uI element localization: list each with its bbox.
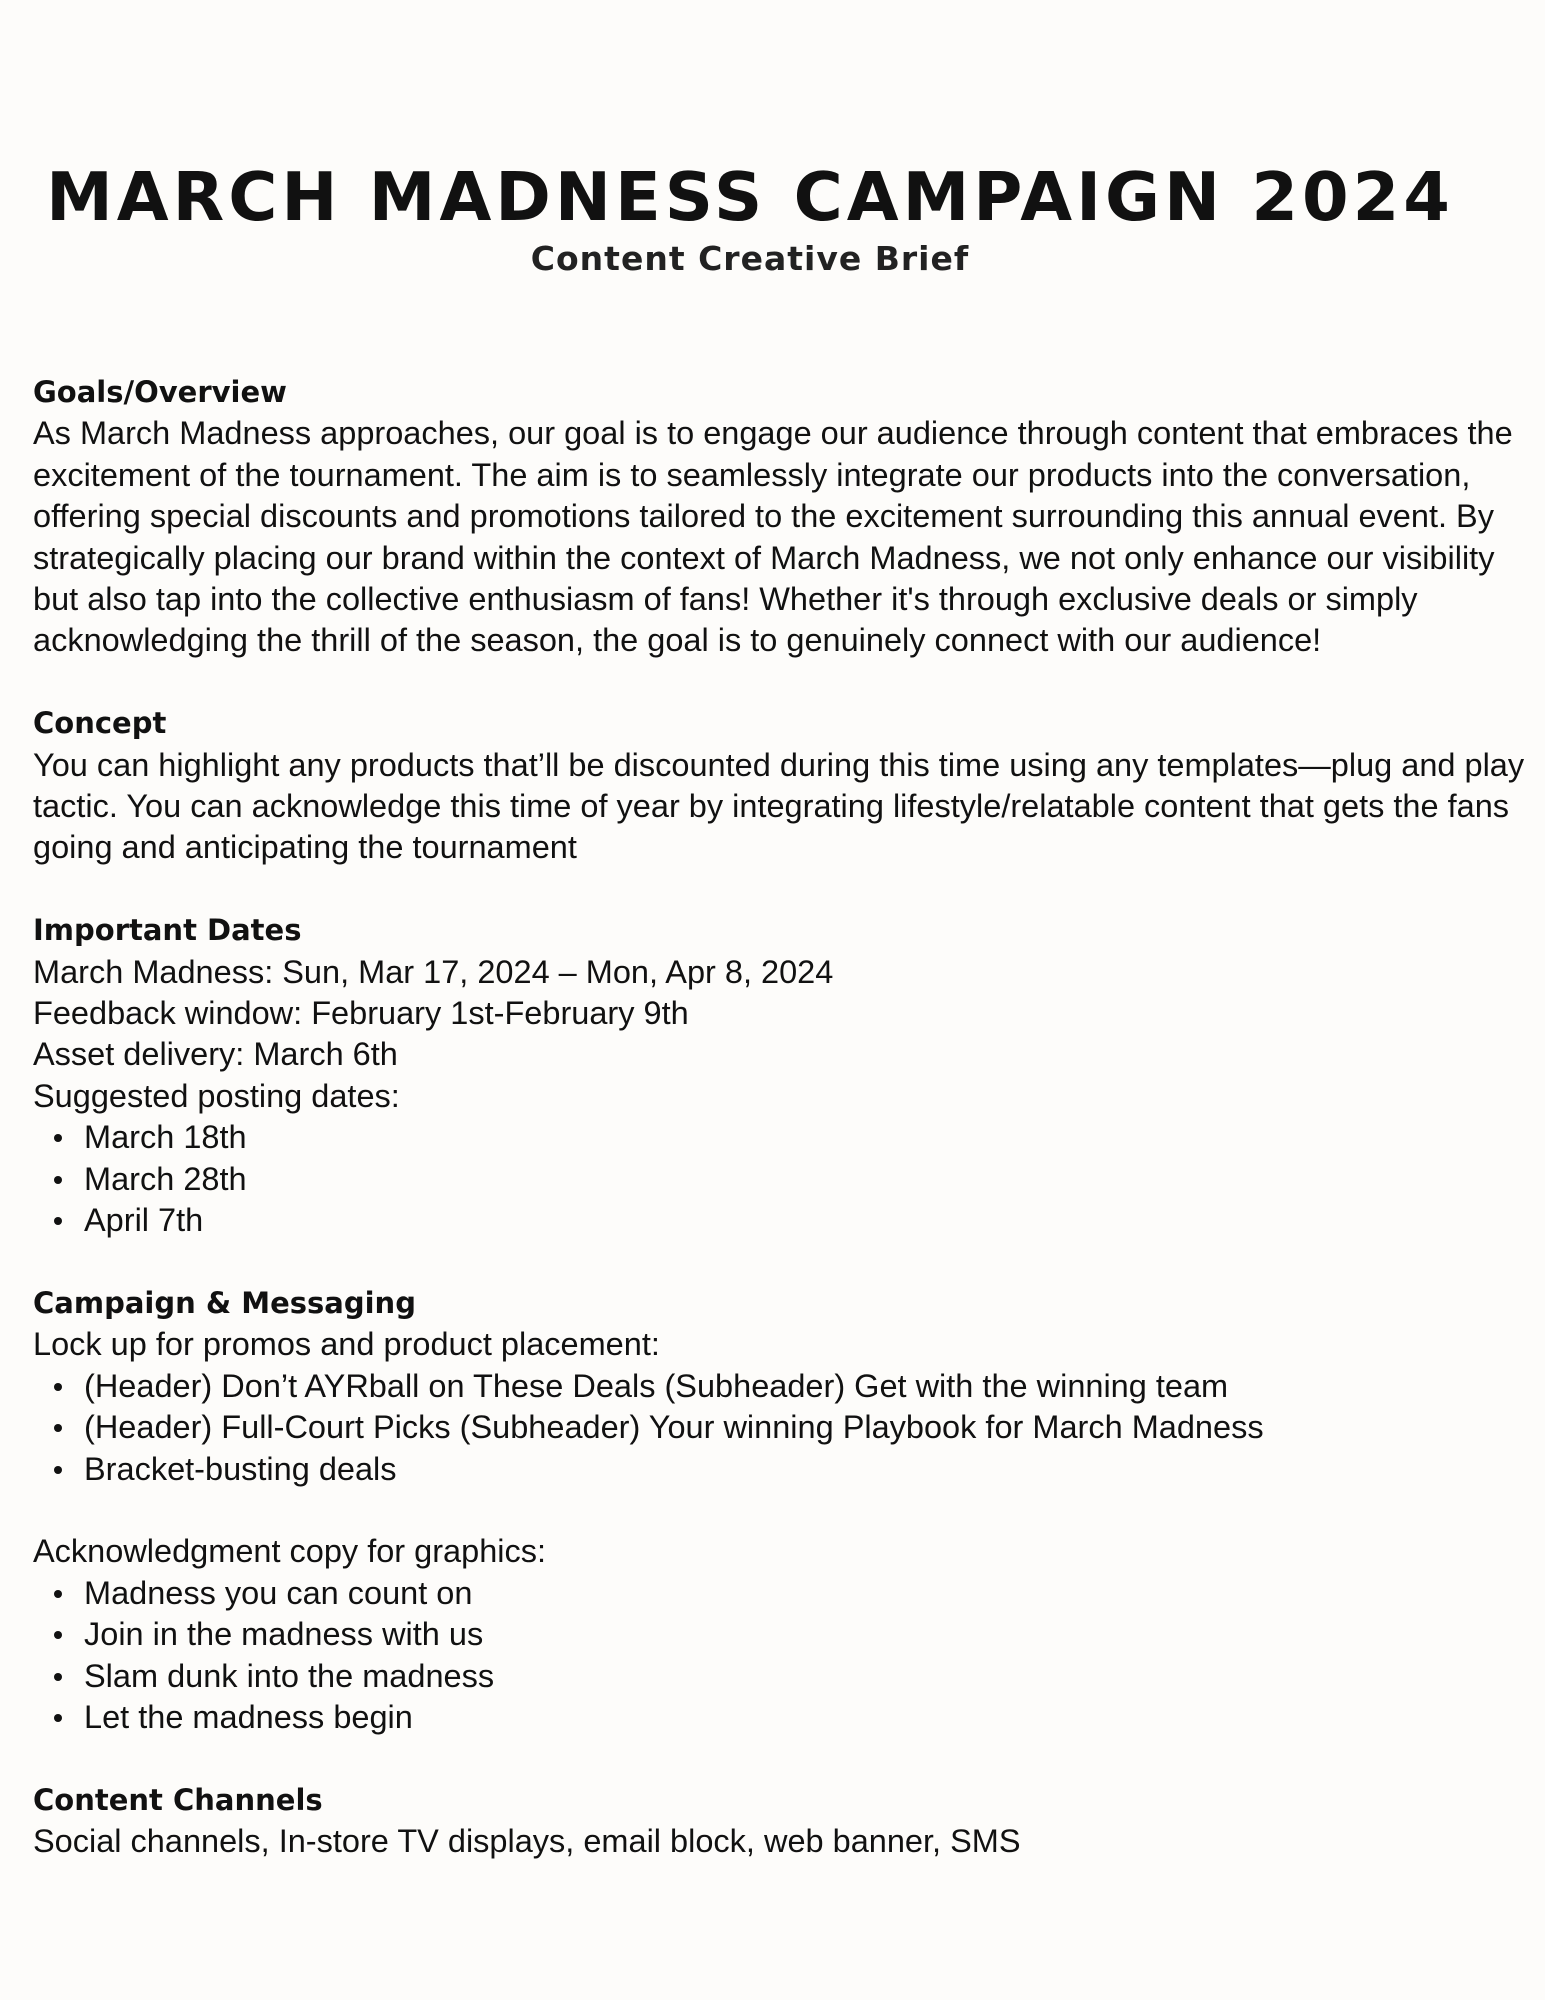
list-item: (Header) Don’t AYRball on These Deals (Subheader) Get with the winning team xyxy=(84,1366,1538,1407)
list-item: Slam dunk into the madness xyxy=(84,1656,1538,1697)
acknowledgment-intro: Acknowledgment copy for graphics: xyxy=(33,1533,547,1570)
list-item: March 28th xyxy=(84,1159,1538,1200)
section-goals xyxy=(33,372,1538,662)
goals-body: As March Madness approaches, our goal is to engage our audience through content that embraces the excitement of the tournament. The aim is to seamlessly integrate our products into the conversation, offering special discounts and promotions tailored to the excitement surrounding this annual event. By strategically placing our brand within the context of March Madness, we not only enhance our visibility but also tap into the collective enthusiasm of fans! Whether it's through exclusive deals or simply acknowledging the thrill of the season, the goal is to genuinely connect with our audience! xyxy=(33,415,1513,659)
section-campaign-messaging xyxy=(33,1283,1538,1490)
lockup-intro: Lock up for promos and product placement: xyxy=(33,1326,660,1363)
list-item: March 18th xyxy=(84,1117,1538,1158)
list-item: (Header) Full-Court Picks (Subheader) Your winning Playbook for March Madness xyxy=(84,1407,1538,1448)
date-line-asset-delivery: Asset delivery: March 6th xyxy=(33,1036,398,1073)
list-item: Madness you can count on xyxy=(84,1573,1538,1614)
section-heading-channels: Content Channels xyxy=(33,1782,323,1817)
section-important-dates xyxy=(33,910,1538,1241)
section-concept xyxy=(33,703,1538,869)
lockup-list xyxy=(33,1366,1538,1490)
section-heading-dates: Important Dates xyxy=(33,913,302,948)
section-heading-concept: Concept xyxy=(33,706,167,741)
date-line-march-madness: March Madness: Sun, Mar 17, 2024 – Mon, Apr 8, 2024 xyxy=(33,953,834,990)
list-item: April 7th xyxy=(84,1200,1538,1241)
section-heading-goals: Goals/Overview xyxy=(33,375,287,409)
document-subtitle: Content Creative Brief xyxy=(530,239,970,278)
list-item: Let the madness begin xyxy=(84,1697,1538,1738)
brief-content xyxy=(33,372,1538,1904)
list-item: Join in the madness with us xyxy=(84,1614,1538,1655)
posting-dates-list xyxy=(33,1117,1538,1241)
section-heading-campaign: Campaign & Messaging xyxy=(33,1285,416,1320)
list-item: Bracket-busting deals xyxy=(84,1449,1538,1490)
acknowledgment-list xyxy=(33,1573,1538,1739)
document-title: MARCH MADNESS CAMPAIGN 2024 xyxy=(46,158,1454,236)
date-line-posting-intro: Suggested posting dates: xyxy=(33,1077,400,1114)
concept-body: You can highlight any products that’ll be discounted during this time using any templates—plug and play tactic. You can acknowledge this time of year by integrating lifestyle/relatable content that gets the fans going and anticipating the tournament xyxy=(33,746,1525,866)
channels-body: Social channels, In-store TV displays, email block, web banner, SMS xyxy=(33,1823,1021,1860)
date-line-feedback-window: Feedback window: February 1st-February 9th xyxy=(33,995,689,1032)
section-content-channels xyxy=(33,1780,1538,1863)
section-acknowledgment-copy xyxy=(33,1531,1538,1738)
